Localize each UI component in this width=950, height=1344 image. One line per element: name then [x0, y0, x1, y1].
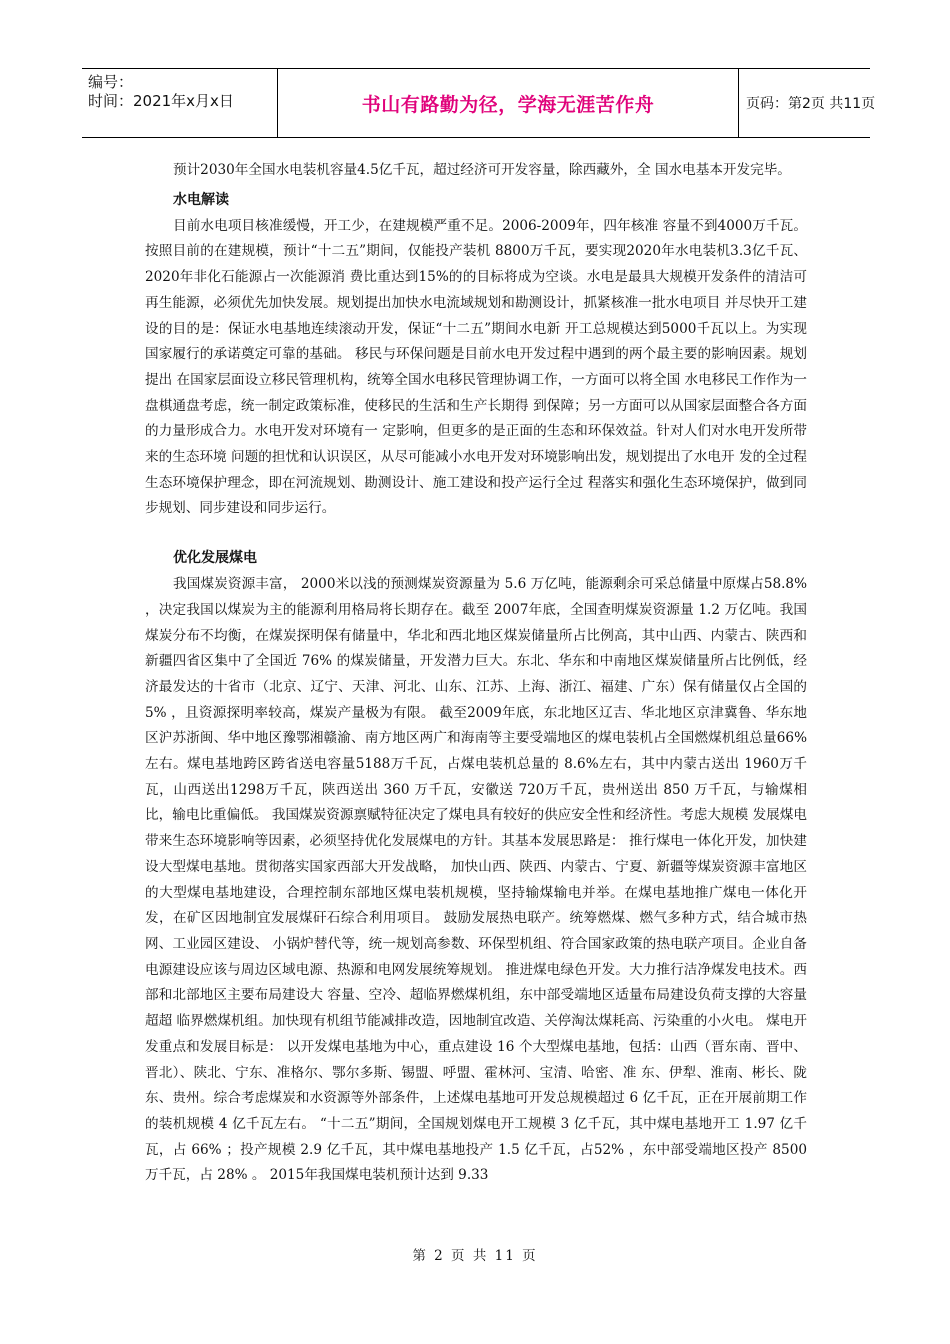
document-number-label: 编号： [88, 73, 134, 91]
section-heading-hydropower: 水电解读 [173, 191, 229, 208]
intro-paragraph: 预计2030年全国水电装机容量4.5亿千瓦，超过经济可开发容量，除西藏外，全 国水电基本开发完毕。 [173, 162, 791, 178]
page-header [82, 68, 876, 138]
header-motto: 书山有路勤为径，学海无涯苦作舟 [278, 69, 739, 137]
section-heading-coal-power: 优化发展煤电 [173, 550, 257, 567]
coal-power-paragraph: 我国煤炭资源丰富， 2000米以浅的预测煤炭资源量为 5.6 万亿吨，能源剩余可采总储量中原煤占58.8% ，决定我国以煤炭为主的能源利用格局将长期存在。截至 2007年底，全国查明煤炭资源量 1.2 万亿吨。我国煤炭分布不均衡，在煤炭探明保有储量中，华北和西北地区煤炭储量所占比例高，其中山西、内蒙古、陕西和新疆四省区集中了全国近 76% 的煤炭储量，开发潜力巨大。东北、华东和中南地区煤炭储量所占比例低，经济最发达的十省市（北京、辽宁、天津、河北、山东、江苏、上海、浙江、福建、广东）保有储量仅占全国的 5% ，且资源探明率较高，煤炭产量极为有限。 截至2009年底，东北地区辽吉、华北地区京津冀鲁、华东地区沪苏浙闽、华中地区豫鄂湘赣渝、南方地区两广和海南等主要受端地区的煤电装机占全国燃煤机组总量66%左右。煤电基地跨区跨省送电容量5188万千瓦，占煤电装机总量的 8.6%左右，其中内蒙古送出 1960万千瓦，山西送出1298万千瓦，陕西送出 360 万千瓦，安徽送 720万千瓦，贵州送出 850 万千瓦，与输煤相比，输电比重偏低。 我国煤炭资源禀赋特征决定了煤电具有较好的供应安全性和经济性。考虑大规模 发展煤电带来生态环境影响等因素，必须坚持优化发展煤电的方针。其基本发展思路是： 推行煤电一体化开发，加快建设大型煤电基地。贯彻落实国家西部大开发战略， 加快山西、陕西、内蒙古、宁夏、新疆等煤炭资源丰富地区的大型煤电基地建设，合理控制东部地区煤电装机规模，坚持输煤输电并举。在煤电基地推广煤电一体化开发，在矿区因地制宜发展煤矸石综合利用项目。 鼓励发展热电联产。统筹燃煤、燃气多种方式，结合城市热网、工业园区建设、 小锅炉替代等，统一规划高参数、环保型机组、符合国家政策的热电联产项目。企业自备电源建设应该与周边区域电源、热源和电网发展统筹规划。 推进煤电绿色开发。大力推行洁净煤发电技术。西部和北部地区主要布局建设大 容量、空冷、超临界燃煤机组，东中部受端地区适量布局建设负荷支撑的大容量超超 临界燃煤机组。加快现有机组节能减排改造，因地制宜改造、关停淘汰煤耗高、污染重的小火电。 煤电开发重点和发展目标是： 以开发煤电基地为中心，重点建设 16 个大型煤电基地，包括：山西（晋东南、晋中、晋北）、陕北、宁东、准格尔、鄂尔多斯、锡盟、呼盟、霍林河、宝清、哈密、准 东、伊犁、淮南、彬长、陇东、贵州。综合考虑煤炭和水资源等外部条件，上述煤电基地可开发总规模超过 6 亿千瓦，正在开展前期工作的装机规模 4 亿千瓦左右。 “十二五”期间，全国规划煤电开工规模 3 亿千瓦，其中煤电基地开工 1.97 亿千瓦，占 66% ；投产规模 2.9 亿千瓦，其中煤电基地投产 1.5 亿千瓦，占52% ，东中部受端地区投产 8500万千瓦，占 28% 。 2015年我国煤电装机预计达到 9.33 [145, 576, 807, 1184]
page-footer: 第 2 页 共 11 页 [412, 1248, 538, 1264]
document-date: 时间：2021年x月x日 [88, 92, 234, 110]
header-page-number: 页码：第2页 共11页 [746, 96, 876, 112]
document-body [145, 158, 807, 1189]
hydropower-paragraph: 目前水电项目核准缓慢，开工少，在建规模严重不足。2006-2009年，四年核准 容量不到4000万千瓦。按照目前的在建规模，预计“十二五”期间，仅能投产装机 8800万千瓦，要实现2020年水电装机3.3亿千瓦、2020年非化石能源占一次能源消 费比重达到15%的的目标将成为空谈。水电是最具大规模开发条件的清洁可再生能源，必须优先加快发展。规划提出加快水电流域规划和勘测设计，抓紧核准一批水电项目 并尽快开工建设的目的是：保证水电基地连续滚动开发，保证“十二五”期间水电新 开工总规模达到5000千瓦以上。为实现国家履行的承诺奠定可靠的基础。 移民与环保问题是目前水电开发过程中遇到的两个最主要的影响因素。规划提出 在国家层面设立移民管理机构，统筹全国水电移民管理协调工作，一方面可以将全国 水电移民工作作为一盘棋通盘考虑，统一制定政策标准，使移民的生活和生产长期得 到保障；另一方面可以从国家层面整合各方面的力量形成合力。水电开发对环境有一 定影响，但更多的是正面的生态和环保效益。针对人们对水电开发所带来的生态环境 问题的担忧和认识误区，从尽可能减小水电开发对环境影响出发，规划提出了水电开 发的全过程生态环境保护理念，即在河流规划、勘测设计、施工建设和投产运行全过 程落实和强化生态环境保护，做到同步规划、同步建设和同步运行。 [145, 217, 807, 517]
header-meta [82, 69, 278, 137]
